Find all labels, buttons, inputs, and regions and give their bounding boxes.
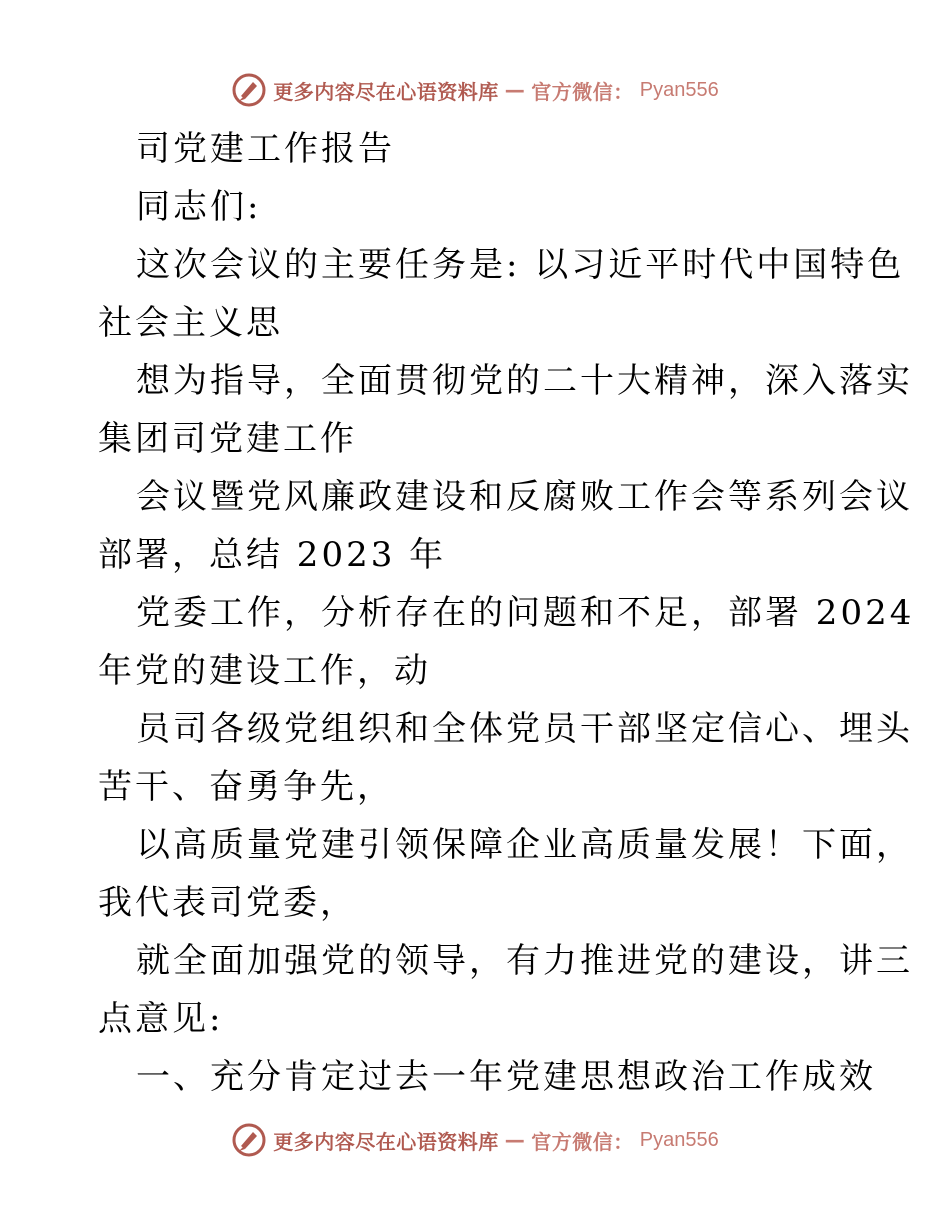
- paragraph-line: 年党的建设工作，动: [98, 651, 431, 691]
- logo-icon: [231, 72, 267, 108]
- paragraph-line: 司党建工作报告: [136, 129, 395, 169]
- watermark-wechat-label: 官方微信：: [531, 79, 634, 104]
- paragraph-line: 部署，总结 2023 年: [98, 535, 447, 575]
- paragraph-line: 想为指导，全面贯彻党的二十大精神，深入落实: [136, 361, 913, 401]
- watermark-footer: [0, 1120, 950, 1160]
- paragraph-line: 集团司党建工作: [98, 419, 357, 459]
- paragraph-line: 一、充分肯定过去一年党建思想政治工作成效: [136, 1057, 876, 1097]
- watermark-wechat-label: 官方微信：: [531, 1129, 634, 1154]
- logo-icon: [231, 1122, 267, 1158]
- paragraph-line: 这次会议的主要任务是: 以习近平时代中国特色: [136, 245, 905, 285]
- document-body: [98, 120, 915, 1106]
- paragraph-line: 同志们:: [136, 187, 262, 227]
- watermark-header: [0, 70, 950, 110]
- watermark-main-text: 更多内容尽在心语资料库: [273, 79, 499, 104]
- paragraph-line: 社会主义思: [98, 303, 283, 343]
- paragraph-line: 我代表司党委，: [98, 883, 357, 923]
- watermark-main-text: 更多内容尽在心语资料库: [273, 1129, 499, 1154]
- watermark-separator: —: [504, 1128, 526, 1152]
- paragraph-line: 就全面加强党的领导，有力推进党的建设，讲三: [136, 941, 913, 981]
- watermark-wechat-id: Pyan556: [639, 78, 719, 101]
- paragraph-line: 员司各级党组织和全体党员干部坚定信心、埋头: [136, 709, 913, 749]
- paragraph-line: 以高质量党建引领保障企业高质量发展！下面，: [136, 825, 913, 865]
- watermark-wechat-id: Pyan556: [639, 1128, 719, 1151]
- paragraph-line: 苦干、奋勇争先，: [98, 767, 394, 807]
- paragraph-line: 会议暨党风廉政建设和反腐败工作会等系列会议: [136, 477, 913, 517]
- paragraph-line: 党委工作，分析存在的问题和不足，部署 2024: [136, 593, 915, 633]
- paragraph-line: 点意见:: [98, 999, 224, 1039]
- watermark-separator: —: [504, 78, 526, 102]
